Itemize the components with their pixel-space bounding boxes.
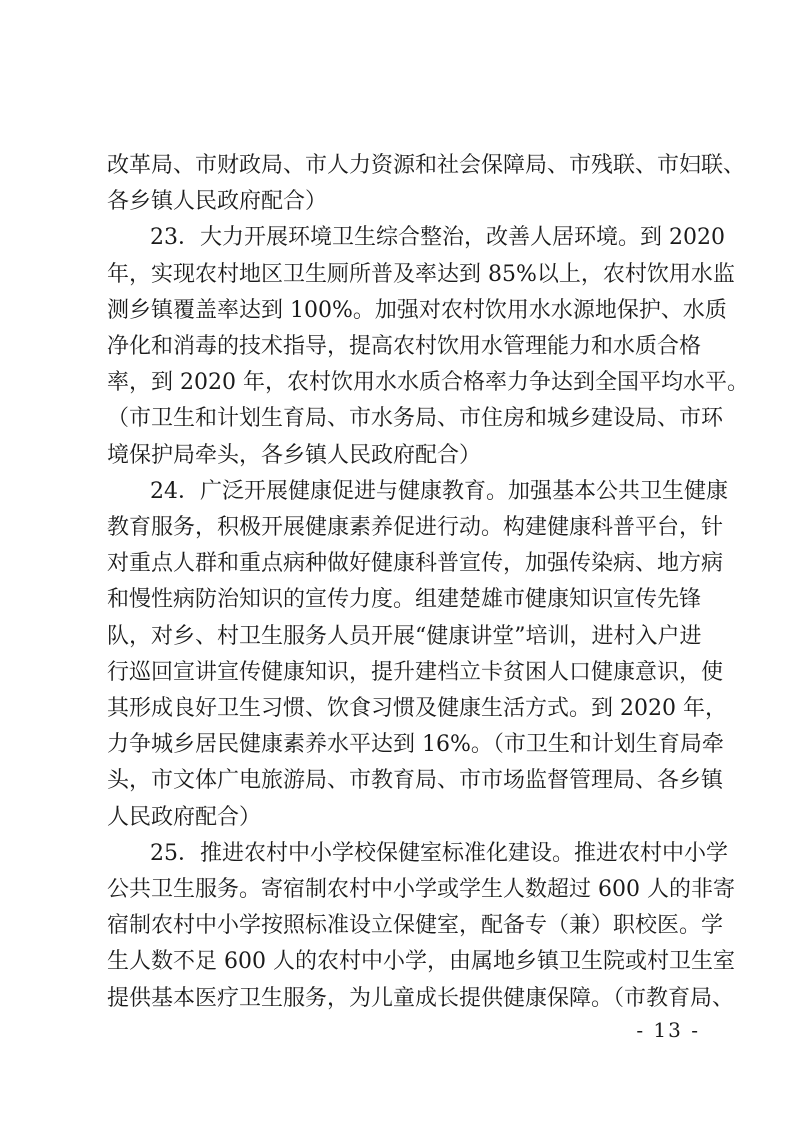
text-line: 力争城乡居民健康素养水平达到 16%。（市卫生和计划生育局牵 (107, 732, 724, 757)
text-line: 和慢性病防治知识的宣传力度。组建楚雄市健康知识宣传先锋 (107, 587, 702, 612)
text-line: 行巡回宣讲宣传健康知识，提升建档立卡贫困人口健康意识，使 (107, 660, 724, 685)
text-line: 改革局、市财政局、市人力资源和社会保障局、市残联、市妇联、 (107, 153, 746, 178)
text-line: 头，市文体广电旅游局、市教育局、市市场监督管理局、各乡镇 (107, 768, 724, 793)
text-line: 人民政府配合） (107, 805, 262, 830)
text-line: 提供基本医疗卫生服务，为儿童成长提供健康保障。（市教育局、 (107, 986, 735, 1011)
text-line: 净化和消毒的技术指导，提高农村饮用水管理能力和水质合格 (107, 334, 702, 359)
text-line: 各乡镇人民政府配合） (107, 189, 328, 214)
text-line: 教育服务，积极开展健康素养促进行动。构建健康科普平台，针 (107, 515, 724, 540)
text-line: 其形成良好卫生习惯、饮食习惯及健康生活方式。到 2020 年， (107, 696, 727, 721)
text-line: （市卫生和计划生育局、市水务局、市住房和城乡建设局、市环 (107, 406, 724, 431)
text-line: 队，对乡、村卫生服务人员开展“健康讲堂”培训，进村入户进 (107, 624, 702, 649)
text-line: 测乡镇覆盖率达到 100%。加强对农村饮用水水源地保护、水质 (107, 298, 727, 323)
text-line: 年，实现农村地区卫生厕所普及率达到 85%以上，农村饮用水监 (107, 262, 735, 287)
text-line: 24．广泛开展健康促进与健康教育。加强基本公共卫生健康 (150, 479, 728, 504)
text-line: 宿制农村中小学按照标准设立保健室，配备专（兼）职校医。学 (107, 913, 724, 938)
text-line: 对重点人群和重点病种做好健康科普宣传，加强传染病、地方病 (107, 551, 724, 576)
page-number: - 13 - (636, 1018, 700, 1042)
text-line: 境保护局牵头，各乡镇人民政府配合） (107, 443, 482, 468)
text-line: 25．推进农村中小学校保健室标准化建设。推进农村中小学 (150, 841, 728, 866)
text-line: 生人数不足 600 人的农村中小学，由属地乡镇卫生院或村卫生室 (107, 949, 735, 974)
text-line: 公共卫生服务。寄宿制农村中小学或学生人数超过 600 人的非寄 (107, 877, 735, 902)
text-line: 率，到 2020 年，农村饮用水水质合格率力争达到全国平均水平。 (107, 370, 749, 395)
text-line: 23．大力开展环境卫生综合整治，改善人居环境。到 2020 (150, 225, 725, 250)
